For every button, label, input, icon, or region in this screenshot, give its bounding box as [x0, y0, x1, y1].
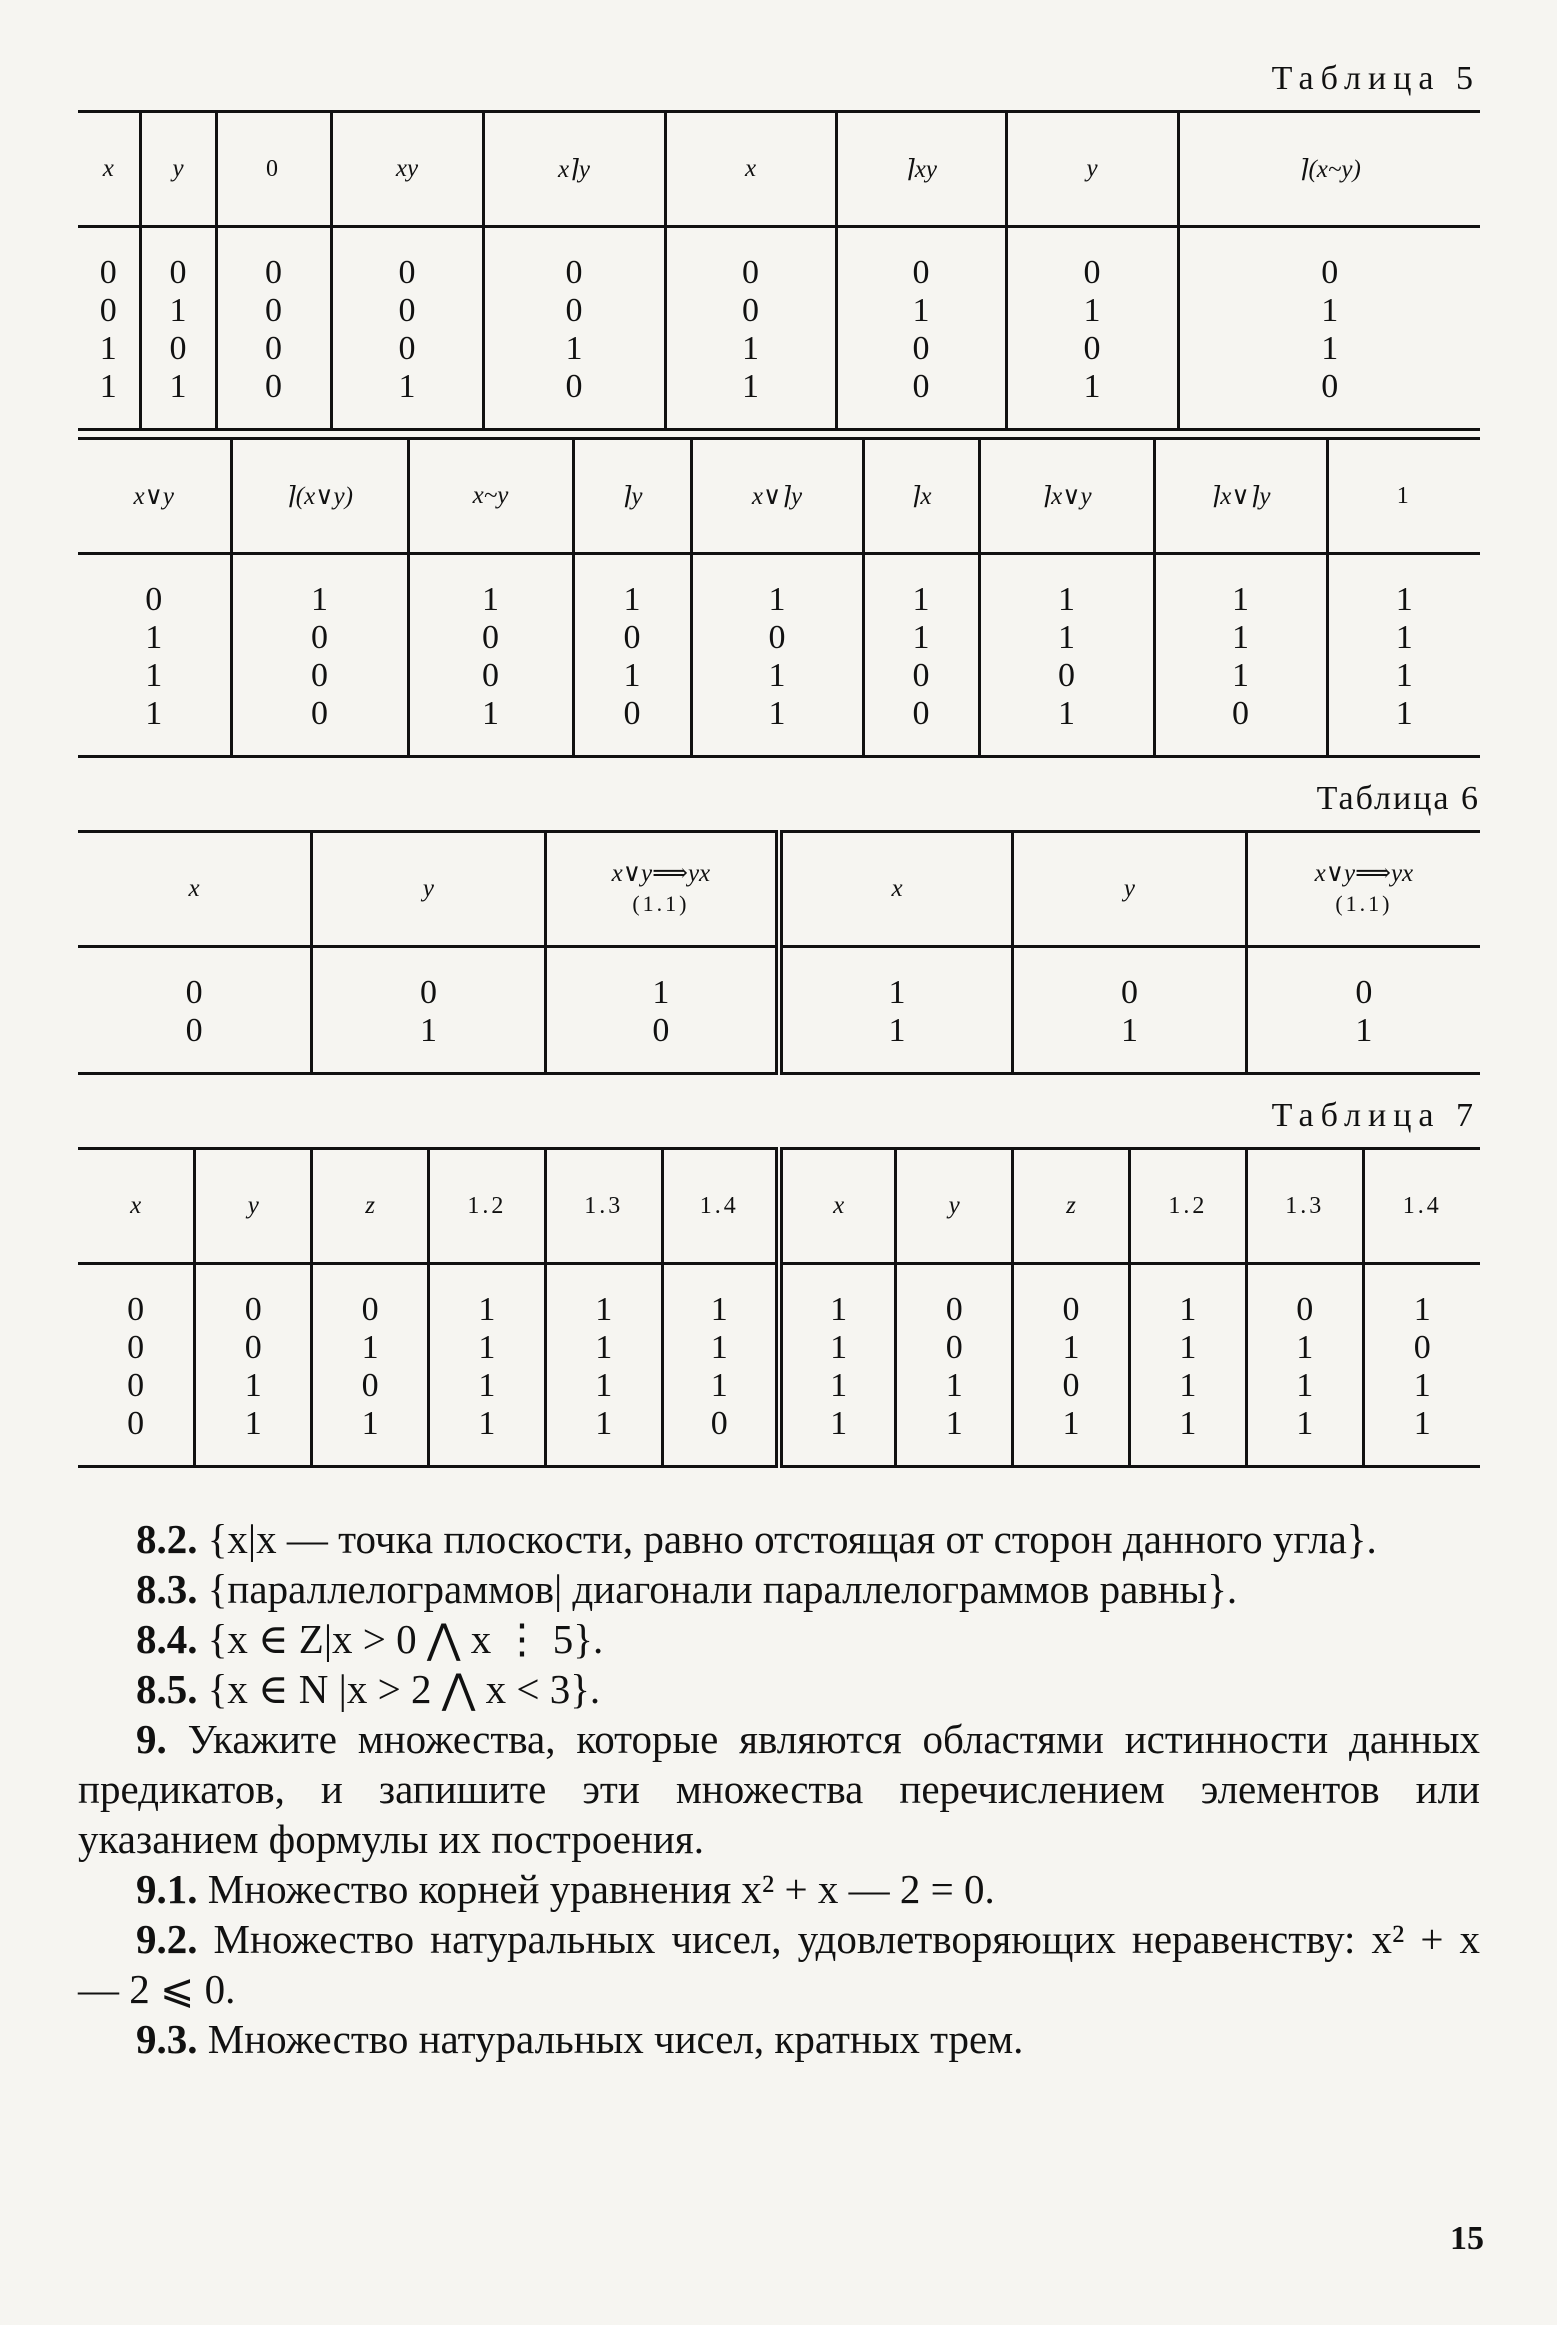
item-number: 9.3. — [136, 2016, 198, 2062]
column-header: 1.3 — [1246, 1149, 1363, 1264]
column-header: z — [312, 1149, 429, 1264]
cell-value: 0 — [912, 695, 930, 732]
table6-caption: Таблица 6 — [1316, 780, 1480, 817]
table-cell — [863, 554, 979, 757]
cell-value: 1 — [912, 292, 930, 329]
cell-value: 0 — [419, 974, 437, 1011]
header-formula: x∨y⟹yx — [1314, 860, 1414, 887]
cell-value: 1 — [482, 581, 499, 618]
cell-value: 1 — [478, 1291, 496, 1328]
cell-value: 0 — [311, 619, 328, 656]
cell-value: 1 — [311, 581, 328, 618]
cell-value: 0 — [127, 1329, 145, 1366]
item-text: Множество натуральных чисел, удовлетворяющих неравенству: x² + x — 2 ⩽ 0. — [78, 1916, 1480, 2012]
table5-part2-data-row — [78, 554, 1480, 757]
table6-header-row — [78, 832, 1480, 947]
column-header: 1.2 — [1129, 1149, 1246, 1264]
cell-value: 0 — [1083, 330, 1101, 367]
cell-value: 1 — [1083, 368, 1101, 405]
table-cell — [231, 554, 408, 757]
cell-value: 0 — [912, 254, 930, 291]
cell-value: 0 — [1058, 657, 1075, 694]
item-number: 8.4. — [136, 1616, 198, 1662]
header-reference: (1.1) — [632, 891, 690, 916]
cell-value: 1 — [652, 974, 670, 1011]
cell-value: 1 — [595, 1405, 613, 1442]
table-cell — [140, 227, 216, 430]
cell-value: 0 — [1413, 1329, 1431, 1366]
item-text: {x ∈ N |x > 2 ⋀ x < 3}. — [197, 1666, 601, 1712]
cell-value: 0 — [265, 330, 282, 367]
table-cell — [78, 947, 312, 1074]
cell-value: 1 — [419, 1012, 437, 1049]
cell-value: 1 — [1179, 1405, 1197, 1442]
cell-value: 1 — [99, 330, 117, 367]
column-header: y — [195, 1149, 312, 1264]
table-cell — [428, 1264, 545, 1467]
cell-value: 0 — [361, 1291, 379, 1328]
cell-value: 0 — [1232, 695, 1249, 732]
page-number: 15 — [1450, 2220, 1484, 2257]
cell-value: 0 — [127, 1405, 145, 1442]
cell-value: 0 — [623, 619, 641, 656]
cell-value: 1 — [710, 1329, 728, 1366]
table-cell — [1246, 1264, 1363, 1467]
column-header: 1.2 — [428, 1149, 545, 1264]
page — [78, 60, 1480, 2064]
cell-value: 1 — [945, 1405, 963, 1442]
cell-value: 0 — [311, 695, 328, 732]
table5-part1 — [78, 110, 1480, 431]
table-cell — [1178, 227, 1480, 430]
table6 — [78, 830, 1480, 1075]
column-header: x~y — [408, 439, 573, 554]
table-cell — [691, 554, 863, 757]
cell-value: 0 — [311, 657, 328, 694]
table7-header-row — [78, 1149, 1480, 1264]
cell-value: 1 — [244, 1405, 262, 1442]
cell-value: 1 — [1058, 581, 1075, 618]
cell-value: 1 — [742, 368, 759, 405]
table-cell — [1246, 947, 1480, 1074]
cell-value: 1 — [830, 1291, 848, 1328]
cell-value: 1 — [1179, 1367, 1197, 1404]
item-text: {параллелограммов| диагонали параллелограммов равны}. — [197, 1566, 1238, 1612]
cell-value: 1 — [169, 292, 187, 329]
cell-value: 0 — [127, 1291, 145, 1328]
item-number: 9.1. — [136, 1866, 198, 1912]
cell-value: 0 — [99, 292, 117, 329]
cell-value: 1 — [830, 1329, 848, 1366]
header-formula: y — [422, 875, 435, 902]
cell-value: 0 — [742, 292, 759, 329]
column-header — [78, 832, 312, 947]
cell-value: 1 — [742, 330, 759, 367]
header-formula: x — [188, 875, 200, 902]
cell-value: 1 — [768, 581, 786, 618]
cell-value: 0 — [185, 1012, 203, 1049]
cell-value: 1 — [565, 330, 583, 367]
cell-value: 0 — [565, 292, 583, 329]
cell-value: 1 — [1120, 1012, 1138, 1049]
paragraph-8-5 — [78, 1664, 1480, 1714]
table7 — [78, 1147, 1480, 1468]
table5-part2 — [78, 437, 1480, 758]
column-header — [1246, 832, 1480, 947]
cell-value: 1 — [710, 1291, 728, 1328]
table-cell — [78, 554, 231, 757]
column-header: ⌉x — [863, 439, 979, 554]
paragraph-8-3 — [78, 1564, 1480, 1614]
item-number: 9. — [136, 1716, 167, 1762]
table-cell — [78, 1264, 195, 1467]
cell-value: 0 — [1062, 1367, 1080, 1404]
cell-value: 0 — [265, 292, 282, 329]
item-number: 8.3. — [136, 1566, 198, 1612]
cell-value: 1 — [99, 368, 117, 405]
table-cell — [312, 947, 546, 1074]
column-header: 1.4 — [1363, 1149, 1480, 1264]
column-header: 1.3 — [545, 1149, 662, 1264]
cell-value: 1 — [710, 1367, 728, 1404]
table5-part1-data-row — [78, 227, 1480, 430]
column-header: x∨y — [78, 439, 231, 554]
table-cell — [896, 1264, 1013, 1467]
column-header: ⌉(x~y) — [1178, 112, 1480, 227]
column-header: x∨⌉y — [691, 439, 863, 554]
table-cell — [545, 947, 779, 1074]
cell-value: 0 — [1296, 1291, 1314, 1328]
paragraph-8-4 — [78, 1614, 1480, 1664]
table6-data-row — [78, 947, 1480, 1074]
cell-value: 1 — [1232, 581, 1249, 618]
cell-value: 1 — [1296, 1367, 1314, 1404]
cell-value: 1 — [912, 619, 930, 656]
table-cell — [665, 227, 836, 430]
cell-value: 0 — [482, 657, 499, 694]
cell-value: 1 — [244, 1367, 262, 1404]
table-cell — [483, 227, 665, 430]
column-header — [1013, 832, 1247, 947]
cell-value: 1 — [1355, 1012, 1373, 1049]
table-cell — [195, 1264, 312, 1467]
cell-value: 1 — [1062, 1405, 1080, 1442]
cell-value: 0 — [482, 619, 499, 656]
column-header: x — [779, 1149, 896, 1264]
cell-value: 1 — [478, 1405, 496, 1442]
cell-value: 0 — [169, 254, 187, 291]
table-cell — [836, 227, 1006, 430]
cell-value: 0 — [1321, 368, 1339, 405]
cell-value: 1 — [623, 581, 641, 618]
cell-value: 0 — [912, 368, 930, 405]
column-header: x⌉y — [483, 112, 665, 227]
cell-value: 1 — [361, 1405, 379, 1442]
column-header: y — [1006, 112, 1178, 227]
cell-value: 1 — [1232, 619, 1249, 656]
cell-value: 0 — [265, 368, 282, 405]
table5-part1-header-row — [78, 112, 1480, 227]
cell-value: 1 — [888, 1012, 906, 1049]
header-formula: y — [1123, 875, 1135, 902]
item-text: Укажите множества, которые являются областями истинности данных предикатов, и запишите эти множества перечислением элементов или указанием формулы их построения. — [78, 1716, 1480, 1862]
table-cell — [408, 554, 573, 757]
cell-value: 1 — [478, 1367, 496, 1404]
paragraph-9-2 — [78, 1914, 1480, 2014]
cell-value: 1 — [830, 1367, 848, 1404]
cell-value: 1 — [1321, 292, 1339, 329]
column-header — [312, 832, 546, 947]
item-text: {x|x — точка плоскости, равно отстоящая от сторон данного угла}. — [197, 1516, 1377, 1562]
table-cell — [78, 227, 140, 430]
cell-value: 0 — [1321, 254, 1339, 291]
item-text: Множество натуральных чисел, кратных трем. — [197, 2016, 1024, 2062]
table-cell — [1013, 1264, 1130, 1467]
table-cell — [216, 227, 331, 430]
table-cell — [662, 1264, 779, 1467]
item-text: Множество корней уравнения x² + x — 2 = 0. — [197, 1866, 995, 1912]
cell-value: 1 — [1321, 330, 1339, 367]
column-header — [545, 832, 779, 947]
cell-value: 1 — [1179, 1291, 1197, 1328]
cell-value: 0 — [623, 695, 641, 732]
paragraph-8-2 — [78, 1514, 1480, 1564]
cell-value: 0 — [398, 292, 416, 329]
table5-caption: Таблица 5 — [1271, 60, 1480, 97]
column-header: y — [896, 1149, 1013, 1264]
cell-value: 0 — [742, 254, 759, 291]
column-header: ⌉xy — [836, 112, 1006, 227]
cell-value: 1 — [595, 1329, 613, 1366]
cell-value: 1 — [1413, 1367, 1431, 1404]
table5-part2-header-row — [78, 439, 1480, 554]
cell-value: 0 — [145, 581, 163, 618]
table-cell — [331, 227, 483, 430]
cell-value: 0 — [565, 368, 583, 405]
cell-value: 1 — [145, 695, 163, 732]
cell-value: 1 — [945, 1367, 963, 1404]
column-header — [779, 832, 1013, 947]
cell-value: 0 — [127, 1367, 145, 1404]
cell-value: 0 — [398, 254, 416, 291]
cell-value: 1 — [595, 1367, 613, 1404]
table-cell — [545, 1264, 662, 1467]
column-header: 1.4 — [662, 1149, 779, 1264]
table-cell — [1129, 1264, 1246, 1467]
cell-value: 0 — [1120, 974, 1138, 1011]
table-cell — [312, 1264, 429, 1467]
table-cell — [779, 1264, 896, 1467]
column-header: x — [78, 112, 140, 227]
body-text — [78, 1514, 1480, 2064]
table-cell — [1327, 554, 1480, 757]
cell-value: 1 — [1179, 1329, 1197, 1366]
cell-value: 0 — [244, 1329, 262, 1366]
column-header: x — [665, 112, 836, 227]
cell-value: 1 — [1296, 1405, 1314, 1442]
cell-value: 1 — [1232, 657, 1249, 694]
cell-value: 0 — [244, 1291, 262, 1328]
cell-value: 1 — [1058, 619, 1075, 656]
table-cell — [979, 554, 1154, 757]
cell-value: 1 — [768, 657, 786, 694]
cell-value: 1 — [398, 368, 416, 405]
table-cell — [1006, 227, 1178, 430]
table7-data-row — [78, 1264, 1480, 1467]
cell-value: 1 — [482, 695, 499, 732]
column-header: xy — [331, 112, 483, 227]
item-number: 9.2. — [136, 1916, 198, 1962]
cell-value: 0 — [945, 1291, 963, 1328]
column-header: ⌉x∨y — [979, 439, 1154, 554]
column-header: x — [78, 1149, 195, 1264]
table-cell — [1154, 554, 1327, 757]
cell-value: 1 — [1083, 292, 1101, 329]
table-cell — [1013, 947, 1247, 1074]
cell-value: 0 — [185, 974, 203, 1011]
table-cell — [779, 947, 1013, 1074]
cell-value: 1 — [1296, 1329, 1314, 1366]
cell-value: 1 — [1062, 1329, 1080, 1366]
cell-value: 1 — [1395, 581, 1413, 618]
cell-value: 0 — [1062, 1291, 1080, 1328]
cell-value: 0 — [912, 330, 930, 367]
cell-value: 1 — [361, 1329, 379, 1366]
table-cell — [1363, 1264, 1480, 1467]
cell-value: 0 — [1355, 974, 1373, 1011]
cell-value: 1 — [768, 695, 786, 732]
cell-value: 1 — [478, 1329, 496, 1366]
cell-value: 1 — [169, 368, 187, 405]
paragraph-9-3 — [78, 2014, 1480, 2064]
cell-value: 1 — [912, 581, 930, 618]
cell-value: 1 — [595, 1291, 613, 1328]
header-reference: (1.1) — [1335, 891, 1393, 916]
paragraph-9-1 — [78, 1864, 1480, 1914]
table-cell — [573, 554, 691, 757]
cell-value: 0 — [565, 254, 583, 291]
column-header: 1 — [1327, 439, 1480, 554]
cell-value: 0 — [361, 1367, 379, 1404]
cell-value: 1 — [1058, 695, 1075, 732]
cell-value: 1 — [830, 1405, 848, 1442]
column-header: ⌉y — [573, 439, 691, 554]
column-header: 0 — [216, 112, 331, 227]
cell-value: 1 — [623, 657, 641, 694]
cell-value: 0 — [265, 254, 282, 291]
cell-value: 0 — [710, 1405, 728, 1442]
cell-value: 1 — [1413, 1291, 1431, 1328]
cell-value: 0 — [912, 657, 930, 694]
item-number: 8.5. — [136, 1666, 198, 1712]
cell-value: 1 — [145, 657, 163, 694]
cell-value: 0 — [768, 619, 786, 656]
cell-value: 1 — [1413, 1405, 1431, 1442]
cell-value: 0 — [99, 254, 117, 291]
cell-value: 1 — [888, 974, 906, 1011]
cell-value: 0 — [945, 1329, 963, 1366]
table7-caption: Таблица 7 — [1271, 1097, 1480, 1134]
cell-value: 0 — [652, 1012, 670, 1049]
cell-value: 1 — [1395, 619, 1413, 656]
item-text: {x ∈ Z|x > 0 ⋀ x ⋮ 5}. — [197, 1616, 604, 1662]
header-formula: x — [891, 875, 903, 902]
cell-value: 1 — [1395, 657, 1413, 694]
item-number: 8.2. — [136, 1516, 198, 1562]
header-formula: x∨y⟹yx — [611, 860, 711, 887]
column-header: ⌉x∨⌉y — [1154, 439, 1327, 554]
cell-value: 0 — [1083, 254, 1101, 291]
column-header: y — [140, 112, 216, 227]
column-header: ⌉(x∨y) — [231, 439, 408, 554]
cell-value: 1 — [1395, 695, 1413, 732]
cell-value: 1 — [145, 619, 163, 656]
cell-value: 0 — [169, 330, 187, 367]
column-header: z — [1013, 1149, 1130, 1264]
cell-value: 0 — [398, 330, 416, 367]
paragraph-9 — [78, 1714, 1480, 1864]
